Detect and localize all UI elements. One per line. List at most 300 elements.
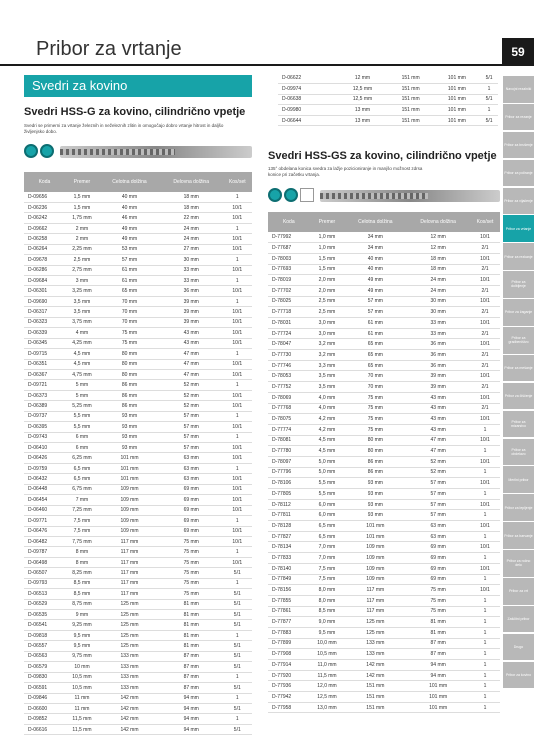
table-cell: 1 (470, 467, 500, 478)
table-cell: 12 mm (338, 73, 388, 84)
table-cell: 81 mm (406, 617, 470, 628)
table-cell: 10,5 mm (310, 649, 345, 660)
table-cell: 10/1 (470, 253, 500, 264)
table-row (268, 553, 500, 564)
table-cell: 10/1 (223, 234, 252, 244)
table-cell: 1,0 mm (310, 232, 345, 243)
table-cell: 10/1 (223, 359, 252, 369)
table-cell: 93 mm (99, 432, 160, 442)
side-tab[interactable]: Navojni rezalniki (503, 76, 534, 103)
table-cell: 7,5 mm (65, 526, 99, 536)
table-cell: 61 mm (99, 276, 160, 286)
table-cell: 47 mm (160, 349, 223, 359)
drill-bit-image (320, 190, 500, 202)
table-cell: 10/1 (223, 536, 252, 546)
table-cell: 69 mm (406, 542, 470, 553)
table-cell: 4,5 mm (65, 349, 99, 359)
table-cell: 10/1 (223, 265, 252, 275)
table-cell: 5/1 (480, 115, 498, 126)
table-cell: 2,0 mm (310, 275, 345, 286)
table-cell: D-06454 (24, 495, 65, 505)
table-cell: 94 mm (160, 703, 223, 713)
table-cell: 39 mm (160, 317, 223, 327)
table-cell: 46 mm (99, 213, 160, 223)
table-cell: 2,0 mm (310, 285, 345, 296)
table-cell: 109 mm (99, 526, 160, 536)
table-cell: 87 mm (160, 672, 223, 682)
table-row (24, 672, 252, 682)
table-cell: 151 mm (387, 94, 433, 105)
table-row (268, 243, 500, 254)
table-cell: 43 mm (160, 338, 223, 348)
table-cell: 63 mm (160, 474, 223, 484)
table-cell: 75 mm (406, 595, 470, 606)
table-cell: 43 mm (406, 424, 470, 435)
table-row (24, 610, 252, 620)
table-cell: 6 mm (65, 443, 99, 453)
table-cell: 10/1 (223, 401, 252, 411)
table-cell: D-09737 (24, 411, 65, 421)
table-cell: D-77883 (268, 627, 310, 638)
table-cell: D-06242 (24, 213, 65, 223)
table-cell: 3,0 mm (310, 328, 345, 339)
table-row (24, 244, 252, 254)
table-row (24, 192, 252, 202)
table-row (24, 557, 252, 567)
side-tab[interactable]: Pribor za vrtanje (503, 215, 534, 242)
table-cell: 8,0 mm (310, 595, 345, 606)
table-cell: 10/1 (470, 563, 500, 574)
side-tab[interactable]: Pribor za rezkanje (503, 243, 534, 270)
table-cell: 1 (470, 660, 500, 671)
table-cell: 125 mm (99, 641, 160, 651)
table-cell: D-06476 (24, 526, 65, 536)
table-row (268, 660, 500, 671)
table-row (268, 307, 500, 318)
table-cell: 11,5 mm (65, 714, 99, 724)
table-row (24, 286, 252, 296)
table-cell: 65 mm (344, 339, 406, 350)
table-cell: D-77942 (268, 692, 310, 703)
table-cell: 4,0 mm (310, 392, 345, 403)
table-row (268, 318, 500, 329)
table-cell: 125 mm (99, 630, 160, 640)
table-cell: 1 (470, 649, 500, 660)
table-cell: 75 mm (344, 392, 406, 403)
table-cell: D-77877 (268, 617, 310, 628)
table-cell: D-06513 (24, 589, 65, 599)
table-row (268, 328, 500, 339)
table-cell: 12,5 mm (338, 84, 388, 95)
table-cell: D-78128 (268, 521, 310, 532)
table-cell: 101 mm (406, 692, 470, 703)
table-row (268, 649, 500, 660)
table-cell: 1 (223, 516, 252, 526)
table-cell: 49 mm (99, 223, 160, 233)
table-cell: 40 mm (99, 192, 160, 202)
table-cell: 75 mm (344, 403, 406, 414)
table-cell: 4,0 mm (310, 403, 345, 414)
table-cell: 2,75 mm (65, 265, 99, 275)
table-cell: 10,0 mm (310, 638, 345, 649)
table-cell: 34 mm (344, 232, 406, 243)
table-cell: 1 (470, 627, 500, 638)
section-banner: Svedri za kovino (24, 75, 252, 97)
table-cell: 109 mm (344, 542, 406, 553)
table-cell: 87 mm (160, 662, 223, 672)
side-tab[interactable]: Pribor za žaganje (503, 299, 534, 326)
right-product-title: Svedri HSS-GS za kovino, cilindrično vpetje (268, 150, 497, 162)
table-cell: 4,25 mm (65, 338, 99, 348)
side-tab[interactable]: Pribor za mešanje (503, 355, 534, 382)
table-cell: 93 mm (99, 411, 160, 421)
table-cell: 33 mm (406, 328, 470, 339)
table-cell: D-77730 (268, 350, 310, 361)
table-cell: 9,75 mm (65, 651, 99, 661)
table-cell: 65 mm (344, 360, 406, 371)
table-cell: 11,5 mm (310, 670, 345, 681)
table-cell: 1 (223, 463, 252, 473)
table-cell: D-77899 (268, 638, 310, 649)
table-cell: 65 mm (344, 350, 406, 361)
table-cell: 5,0 mm (310, 456, 345, 467)
table-cell: 1,5 mm (65, 202, 99, 212)
table-cell: 94 mm (160, 714, 223, 724)
table-cell: 6,5 mm (65, 463, 99, 473)
table-cell: 10,5 mm (65, 683, 99, 693)
table-cell: 1 (223, 547, 252, 557)
table-cell: 1 (223, 578, 252, 588)
right-icons (268, 188, 314, 202)
column-header: Premer (65, 172, 99, 192)
table-cell: 39 mm (406, 371, 470, 382)
table-cell: D-09759 (24, 463, 65, 473)
side-tab[interactable]: Pribor za vijačenje (503, 188, 534, 215)
table-row (268, 382, 500, 393)
side-tab[interactable]: Drugo (503, 634, 534, 661)
table-cell: 33 mm (160, 265, 223, 275)
table-cell: 12,5 mm (338, 94, 388, 105)
table-cell: 151 mm (344, 681, 406, 692)
table-cell: 94 mm (160, 724, 223, 734)
table-cell: 57 mm (160, 432, 223, 442)
table-cell: 43 mm (406, 392, 470, 403)
table-row (268, 531, 500, 542)
table-cell: 70 mm (99, 296, 160, 306)
table-cell: 133 mm (99, 662, 160, 672)
table-row (24, 714, 252, 724)
side-tab[interactable]: Pribor za kovino (503, 662, 534, 689)
table-cell: 52 mm (406, 456, 470, 467)
table-cell: 30 mm (160, 255, 223, 265)
side-tab[interactable]: Pribor za čiščenje (503, 383, 534, 410)
table-cell: 5/1 (223, 568, 252, 578)
table-row (24, 662, 252, 672)
table-row (268, 264, 500, 275)
side-tab[interactable]: Pribor za ročno delo (503, 550, 534, 577)
table-cell: 75 mm (160, 578, 223, 588)
table-cell: 11 mm (65, 703, 99, 713)
table-cell: 151 mm (387, 105, 433, 116)
table-cell: 142 mm (99, 724, 160, 734)
table-cell: 5,25 mm (65, 401, 99, 411)
table-cell: D-78075 (268, 414, 310, 425)
table-cell: 63 mm (406, 531, 470, 542)
table-cell: 3,5 mm (65, 307, 99, 317)
side-tab[interactable]: Pribor za vrt (503, 578, 534, 605)
table-row (24, 380, 252, 390)
table-cell: D-77914 (268, 660, 310, 671)
table-cell: 2 mm (65, 223, 99, 233)
side-tab[interactable]: Pribor za dolbljenje (503, 271, 534, 298)
table-cell: 36 mm (160, 286, 223, 296)
table-cell: D-06367 (24, 369, 65, 379)
table-cell: 63 mm (406, 521, 470, 532)
table-cell: 87 mm (160, 651, 223, 661)
table-cell: 69 mm (160, 484, 223, 494)
side-tab[interactable]: Pribor za mizarstvo (503, 411, 534, 438)
table-cell: D-06410 (24, 443, 65, 453)
table-row (268, 275, 500, 286)
table-cell: 1 (223, 630, 252, 640)
table-cell: 117 mm (99, 568, 160, 578)
table-cell: 10/1 (470, 371, 500, 382)
side-tab[interactable]: Zaščitni pribor (503, 606, 534, 633)
table-cell: 57 mm (160, 443, 223, 453)
table-cell: 57 mm (406, 478, 470, 489)
table-cell: 13,0 mm (310, 702, 345, 713)
table-cell: 70 mm (99, 317, 160, 327)
table-row (24, 641, 252, 651)
table-cell: 3,2 mm (310, 350, 345, 361)
table-cell: 4,5 mm (310, 435, 345, 446)
table-cell: 8,5 mm (65, 578, 99, 588)
table-cell: 117 mm (99, 578, 160, 588)
table-cell: 5/1 (223, 662, 252, 672)
table-cell: D-06373 (24, 390, 65, 400)
table-cell: 81 mm (160, 610, 223, 620)
table-row (24, 683, 252, 693)
table-cell: 1 (470, 606, 500, 617)
table-cell: D-78019 (268, 275, 310, 286)
table-cell: 6 mm (65, 432, 99, 442)
table-cell: 9,25 mm (65, 620, 99, 630)
table-row (24, 369, 252, 379)
table-cell: 10,5 mm (65, 672, 99, 682)
table-row (268, 489, 500, 500)
side-tab[interactable]: Merilni pribor (503, 466, 534, 493)
table-cell: 101 mm (406, 702, 470, 713)
table-cell: 1 (470, 702, 500, 713)
table-cell: D-77936 (268, 681, 310, 692)
table-cell: 86 mm (344, 467, 406, 478)
table-cell: 75 mm (344, 424, 406, 435)
table-cell: 5/1 (223, 703, 252, 713)
table-row (268, 606, 500, 617)
table-cell: 69 mm (160, 495, 223, 505)
table-cell: 7,5 mm (310, 563, 345, 574)
table-row (24, 255, 252, 265)
table-cell: 13 mm (338, 105, 388, 116)
table-cell: 1 (470, 510, 500, 521)
table-cell: 101 mm (99, 453, 160, 463)
table-cell: 63 mm (160, 463, 223, 473)
table-row (24, 317, 252, 327)
table-cell: 2/1 (470, 264, 500, 275)
table-cell: 2,5 mm (65, 255, 99, 265)
table-cell: 24 mm (406, 285, 470, 296)
table-row (268, 595, 500, 606)
table-cell: 10/1 (470, 275, 500, 286)
table-cell: 11 mm (65, 693, 99, 703)
table-cell: 2/1 (470, 382, 500, 393)
table-cell: D-09656 (24, 192, 65, 202)
table-cell: 57 mm (160, 411, 223, 421)
table-row (24, 547, 252, 557)
table-cell: 2,5 mm (310, 296, 345, 307)
table-cell: 61 mm (344, 328, 406, 339)
table-cell: 1 (223, 255, 252, 265)
table-cell: 10/1 (470, 318, 500, 329)
table-cell: 80 mm (344, 435, 406, 446)
table-row (24, 703, 252, 713)
table-row (268, 371, 500, 382)
table-cell: 125 mm (99, 610, 160, 620)
table-cell: D-06541 (24, 620, 65, 630)
table-cell: 117 mm (344, 595, 406, 606)
table-cell: D-09690 (24, 296, 65, 306)
table-cell: 151 mm (344, 692, 406, 703)
table-cell: 3,25 mm (65, 286, 99, 296)
side-tab[interactable]: Pribor za lepljenje (503, 494, 534, 521)
table-cell: 75 mm (406, 585, 470, 596)
table-cell: 61 mm (344, 318, 406, 329)
table-cell: 3 mm (65, 276, 99, 286)
table-cell: D-06317 (24, 307, 65, 317)
table-cell: 117 mm (99, 589, 160, 599)
table-cell: 53 mm (99, 244, 160, 254)
steel-icon (284, 188, 298, 202)
table-cell: 86 mm (99, 380, 160, 390)
table-cell: 7,0 mm (310, 553, 345, 564)
table-cell: 7,0 mm (310, 542, 345, 553)
table-cell: D-06482 (24, 536, 65, 546)
table-cell: 18 mm (406, 253, 470, 264)
table-cell: 47 mm (160, 369, 223, 379)
table-row (268, 360, 500, 371)
table-cell: 6,75 mm (65, 484, 99, 494)
table-row (24, 589, 252, 599)
table-cell: 3,0 mm (310, 318, 345, 329)
table-row (24, 432, 252, 442)
table-cell: 81 mm (160, 620, 223, 630)
table-cell: 33 mm (160, 276, 223, 286)
table-cell: 5 mm (65, 390, 99, 400)
table-cell: D-78156 (268, 585, 310, 596)
table-cell: D-09846 (24, 693, 65, 703)
table-cell: D-78106 (268, 478, 310, 489)
table-row (268, 339, 500, 350)
side-tabs (503, 76, 534, 690)
table-cell: 1 (470, 446, 500, 457)
table-row (24, 693, 252, 703)
table-cell: D-06236 (24, 202, 65, 212)
table-row (278, 73, 498, 84)
table-cell: 10/1 (223, 443, 252, 453)
table-row (268, 574, 500, 585)
side-tab[interactable]: Pribor za brušenje (503, 132, 534, 159)
table-cell: 7,25 mm (65, 505, 99, 515)
table-row (24, 526, 252, 536)
table-cell: 10/1 (223, 317, 252, 327)
table-cell: 81 mm (160, 630, 223, 640)
table-cell: D-06644 (278, 115, 338, 126)
table-cell: 57 mm (406, 510, 470, 521)
table-cell: 5,0 mm (310, 467, 345, 478)
side-tab[interactable]: Pribor za poliranje (503, 160, 534, 187)
table-cell: 36 mm (406, 360, 470, 371)
table-row (24, 453, 252, 463)
table-cell: 12,0 mm (310, 681, 345, 692)
side-tab[interactable]: Pribor za rezanje (503, 104, 534, 131)
table-cell: 9,5 mm (310, 627, 345, 638)
side-tab[interactable]: Pribor za obdelavo (503, 439, 534, 466)
table-cell: 1 (223, 349, 252, 359)
table-cell: D-78053 (268, 371, 310, 382)
table-cell: 10/1 (223, 328, 252, 338)
table-row (24, 505, 252, 515)
table-cell: D-77768 (268, 403, 310, 414)
table-cell: 5 mm (65, 380, 99, 390)
table-cell: 1,0 mm (310, 243, 345, 254)
table-cell: 3,75 mm (65, 317, 99, 327)
side-tab[interactable]: Pribor za gradbeništvo (503, 327, 534, 354)
table-cell: 109 mm (99, 505, 160, 515)
table-cell: 1 (223, 276, 252, 286)
table-cell: 57 mm (99, 255, 160, 265)
table-cell: D-78031 (268, 318, 310, 329)
table-cell: 43 mm (406, 403, 470, 414)
table-cell: D-78047 (268, 339, 310, 350)
table-cell: 101 mm (344, 531, 406, 542)
column-header: Delovna dolžina (406, 212, 470, 232)
table-cell: 1 (223, 296, 252, 306)
table-cell: 1 (223, 693, 252, 703)
table-cell: 10/1 (223, 369, 252, 379)
table-row (24, 568, 252, 578)
table-cell: 86 mm (99, 390, 160, 400)
table-cell: 10/1 (223, 495, 252, 505)
table-cell: 101 mm (99, 474, 160, 484)
side-tab[interactable]: Pribor za barvanje (503, 522, 534, 549)
table-cell: 2,5 mm (310, 307, 345, 318)
table-cell: D-77861 (268, 606, 310, 617)
table-cell: 57 mm (406, 499, 470, 510)
table-cell: 8,5 mm (310, 606, 345, 617)
table-row (268, 542, 500, 553)
table-cell: D-06529 (24, 599, 65, 609)
table-cell: D-06638 (278, 94, 338, 105)
table-row (278, 94, 498, 105)
table-cell: 109 mm (99, 484, 160, 494)
table-row (24, 599, 252, 609)
table-cell: 36 mm (406, 350, 470, 361)
table-row (24, 651, 252, 661)
table-cell: 125 mm (99, 599, 160, 609)
table-cell: D-78081 (268, 435, 310, 446)
table-cell: 10/1 (470, 456, 500, 467)
table-cell: 5/1 (223, 599, 252, 609)
